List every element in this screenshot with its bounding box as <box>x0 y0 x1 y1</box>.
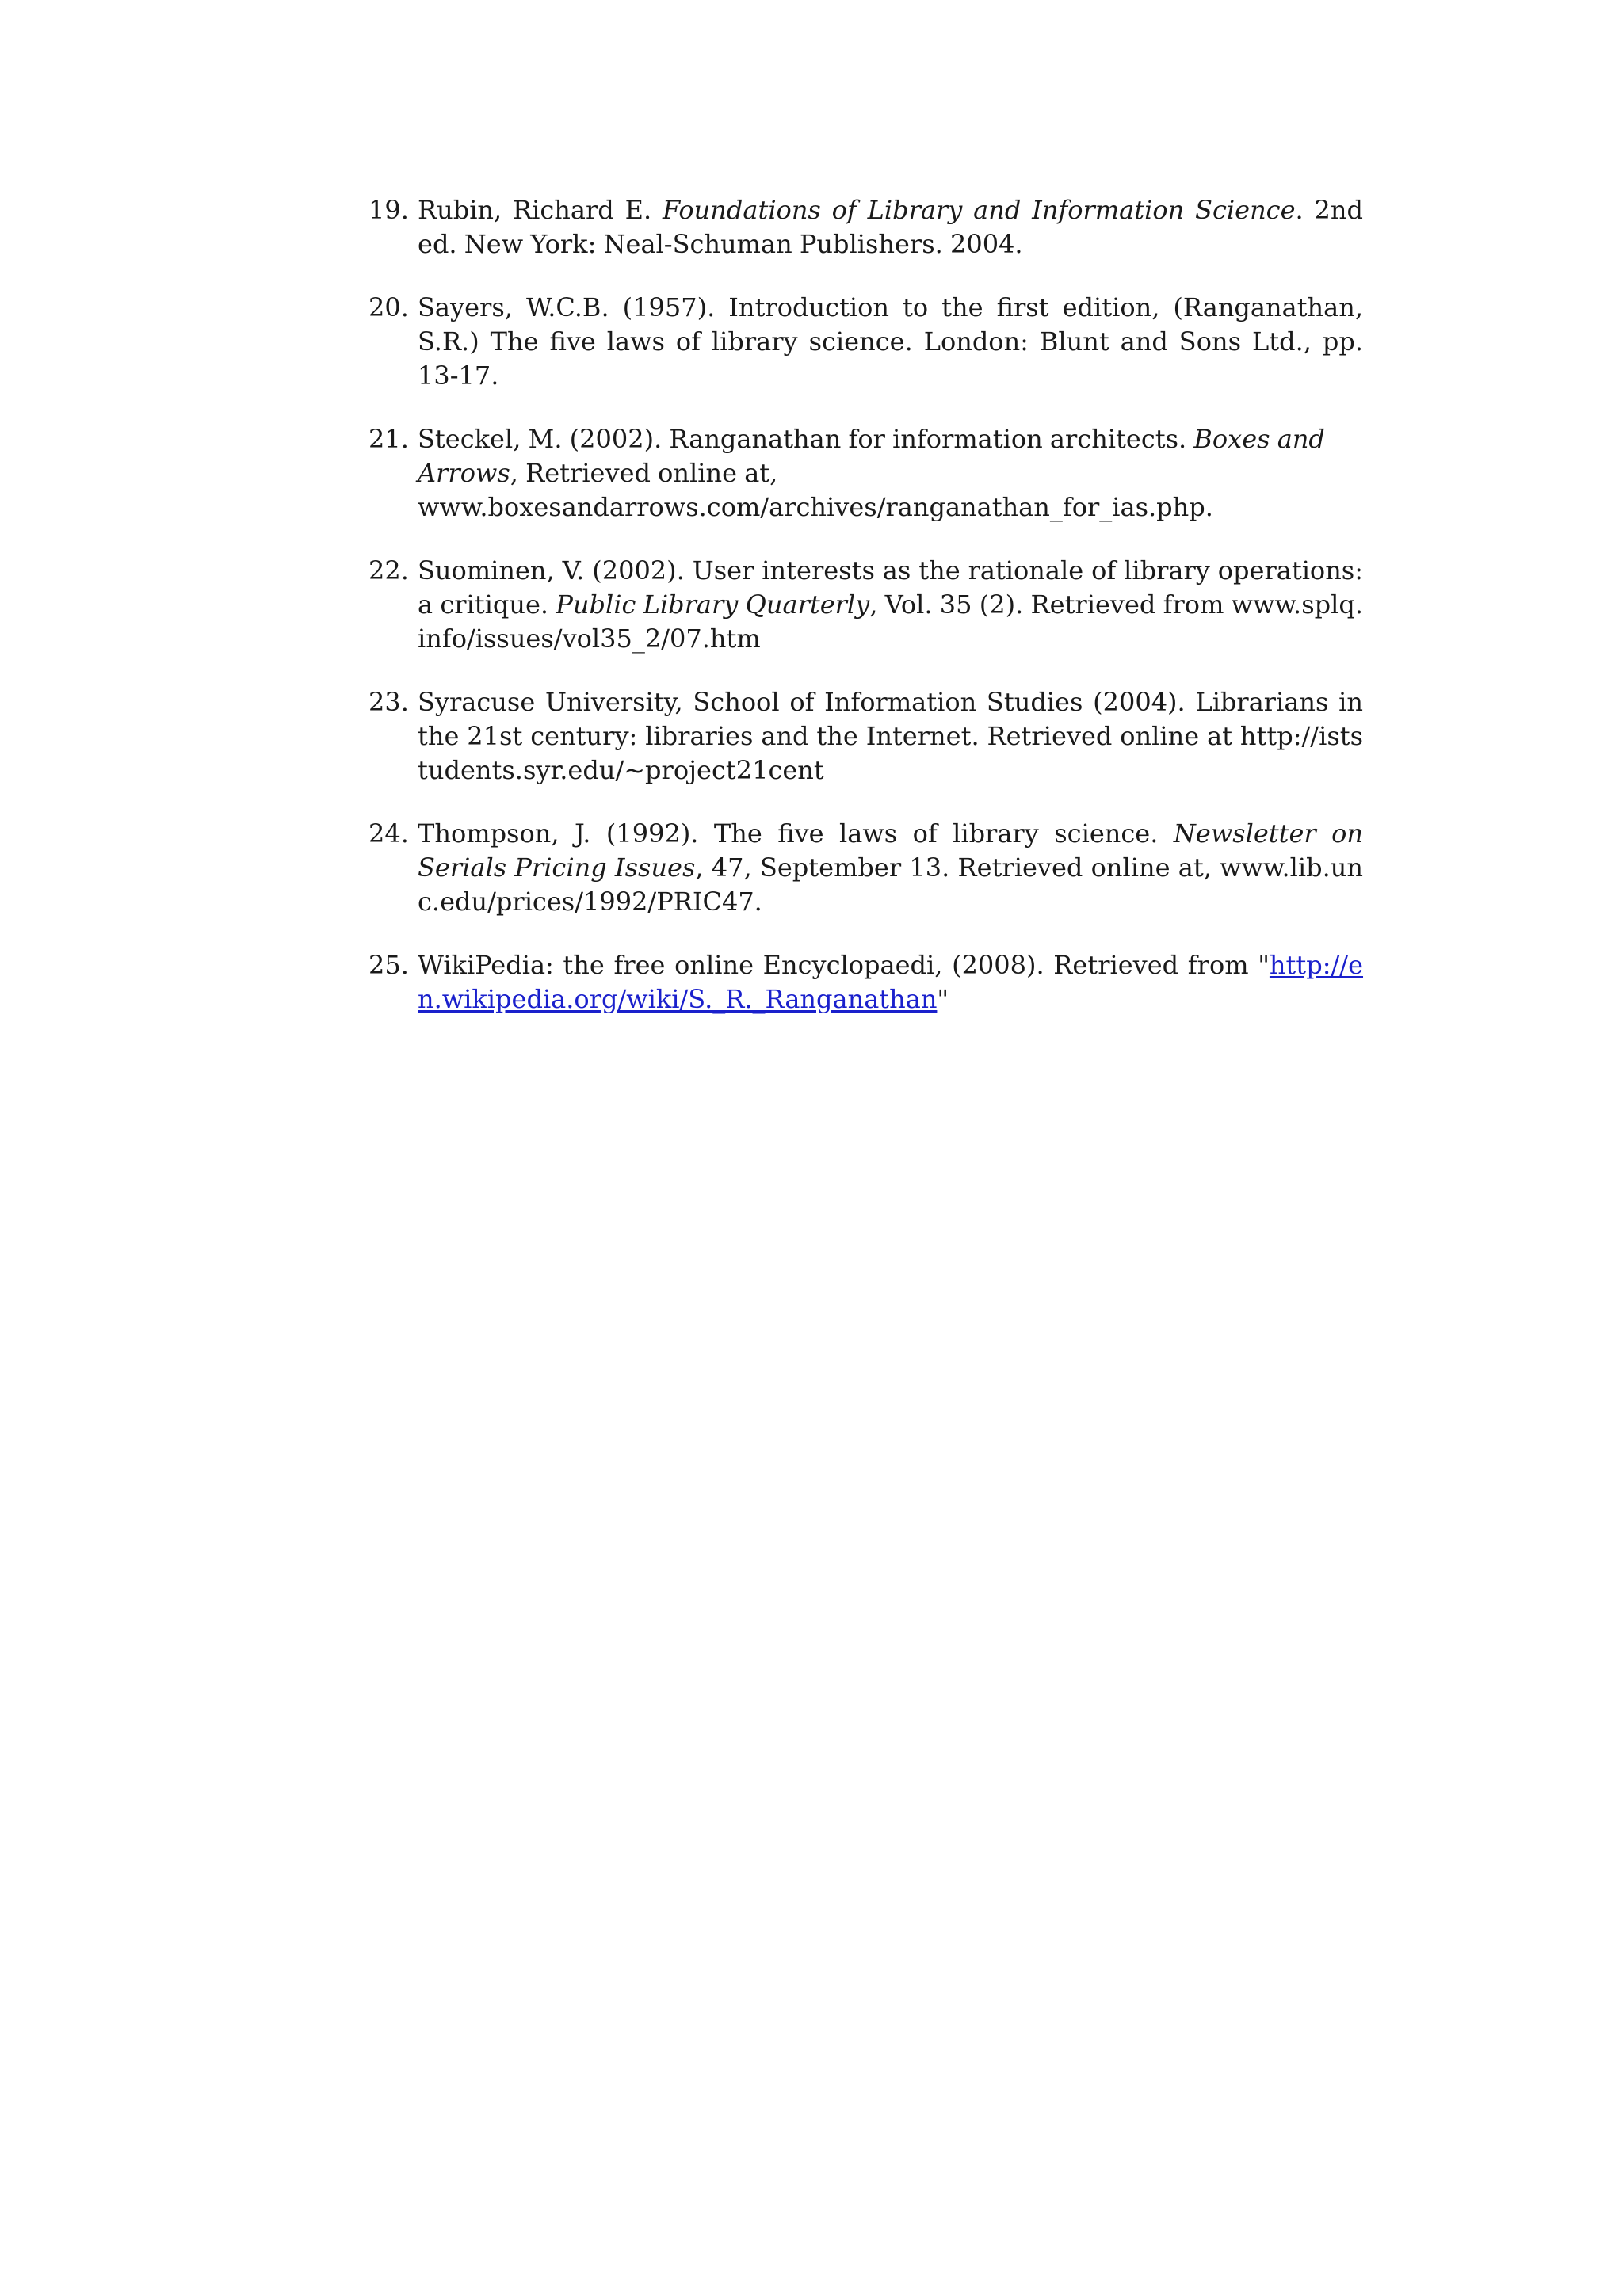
reference-item-24 <box>369 817 1363 919</box>
reference-details: . 2nd ed. New York: Neal-Schuman Publishers. 2004. <box>418 195 1364 259</box>
reference-url: www.boxesandarrows.com/archives/ranganathan_for_ias.php. <box>418 492 1213 522</box>
reference-text <box>418 948 1363 1016</box>
reference-text <box>418 817 1363 919</box>
reference-number: 25. <box>369 950 409 980</box>
reference-item-20 <box>369 291 1363 393</box>
reference-author: Steckel, M. (2002). Ranganathan for information architects. <box>418 424 1194 454</box>
reference-number: 20. <box>369 292 409 322</box>
reference-list <box>369 193 1363 1046</box>
reference-details: , Vol. 35 (2). Retrieved from <box>869 589 1224 620</box>
reference-author: Rubin, Richard E. <box>418 195 663 225</box>
reference-number: 22. <box>369 555 409 585</box>
reference-url: www.splq.info/issues/vol35_2/07.htm <box>418 589 1364 654</box>
reference-item-23 <box>369 685 1363 788</box>
reference-details: WikiPedia: the free online Encyclopaedi, (2008). Retrieved from <box>418 950 1249 980</box>
reference-url: www.lib.unc.edu/prices/1992/PRIC47. <box>418 852 1364 917</box>
reference-text: Sayers, W.C.B. (1957). Introduction to the first edition, (Ranganathan, S.R.) The five laws of library science. London: Blunt and Sons Ltd., pp. 13-17. <box>418 292 1363 391</box>
reference-journal: Public Library Quarterly <box>556 589 870 620</box>
reference-text <box>418 422 1363 524</box>
reference-details: , Retrieved online at, <box>510 458 778 488</box>
reference-author: Thompson, J. (1992). The five laws of library science. <box>418 818 1174 849</box>
reference-author: Suominen, V. (2002). User interests as the rationale of library operations: a critique. <box>418 555 1363 620</box>
reference-number: 24. <box>369 818 409 849</box>
reference-text <box>418 685 1363 788</box>
reference-text <box>418 554 1363 656</box>
reference-journal: Boxes and Arrows <box>418 424 1325 488</box>
quote-close: " <box>937 984 949 1014</box>
wikipedia-link[interactable]: http://en.wikipedia.org/wiki/S._R._Ranganathan <box>418 950 1364 1014</box>
reference-title: Foundations of Library and Information Science <box>662 195 1296 225</box>
reference-item-21 <box>369 422 1363 524</box>
reference-item-25 <box>369 948 1363 1016</box>
reference-journal: Newsletter on Serials Pricing Issues <box>418 818 1364 883</box>
reference-item-22 <box>369 554 1363 656</box>
reference-details: Syracuse University, School of Information Studies (2004). Librarians in the 21st century: libraries and the Internet. Retrieved online at <box>418 687 1363 751</box>
quote-open: " <box>1258 950 1270 980</box>
reference-number: 19. <box>369 195 409 225</box>
reference-item-19 <box>369 193 1363 261</box>
reference-text <box>418 193 1363 261</box>
reference-number: 23. <box>369 687 409 717</box>
reference-url: http://iststudents.syr.edu/~project21cent <box>418 721 1364 785</box>
reference-number: 21. <box>369 424 409 454</box>
reference-details: , 47, September 13. Retrieved online at, <box>695 852 1212 883</box>
